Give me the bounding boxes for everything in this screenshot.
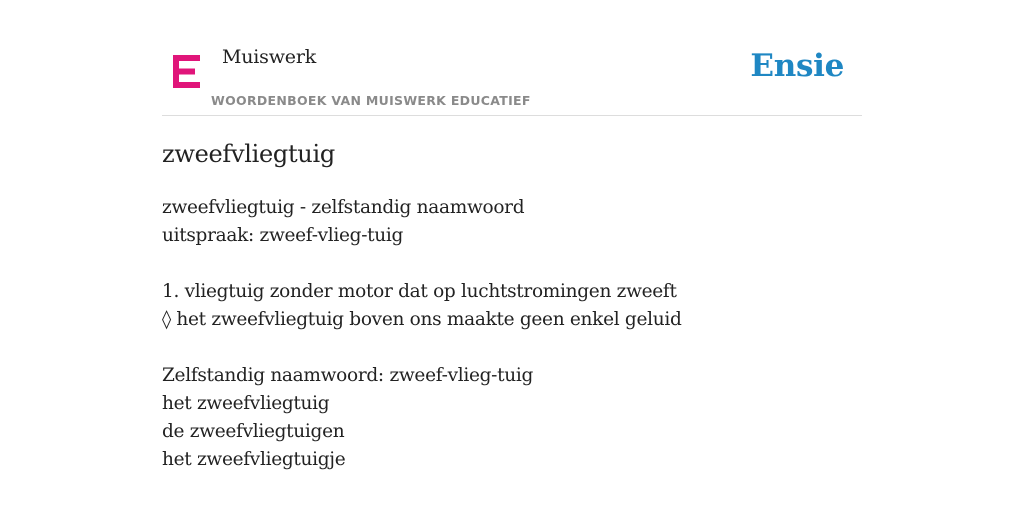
brand-name[interactable]: Muiswerk <box>222 46 317 68</box>
entry-content <box>162 138 862 474</box>
definition-line: 1. vliegtuig zonder motor dat op luchtstromingen zweeft <box>162 281 677 302</box>
brand-subtitle: WOORDENBOEK VAN MUISWERK EDUCATIEF <box>211 93 531 108</box>
entry-title: zweefvliegtuig <box>162 140 335 168</box>
spacer <box>162 250 862 278</box>
form-plural: de zweefvliegtuigen <box>162 421 345 442</box>
spacer <box>162 334 862 362</box>
example-line: ◊ het zweefvliegtuig boven ons maakte geen enkel geluid <box>162 309 682 330</box>
ensie-logo-link[interactable]: Ensie <box>750 48 844 84</box>
word-class-line: zweefvliegtuig - zelfstandig naamwoord <box>162 197 525 218</box>
pronunciation-line: uitspraak: zweef-vlieg-tuig <box>162 225 404 246</box>
form-singular: het zweefvliegtuig <box>162 393 330 414</box>
entry-body <box>162 194 862 474</box>
site-header <box>162 0 862 116</box>
forms-heading: Zelfstandig naamwoord: zweef-vlieg-tuig <box>162 365 534 386</box>
form-diminutive: het zweefvliegtuigje <box>162 449 346 470</box>
muiswerk-logo-icon[interactable] <box>173 55 200 88</box>
